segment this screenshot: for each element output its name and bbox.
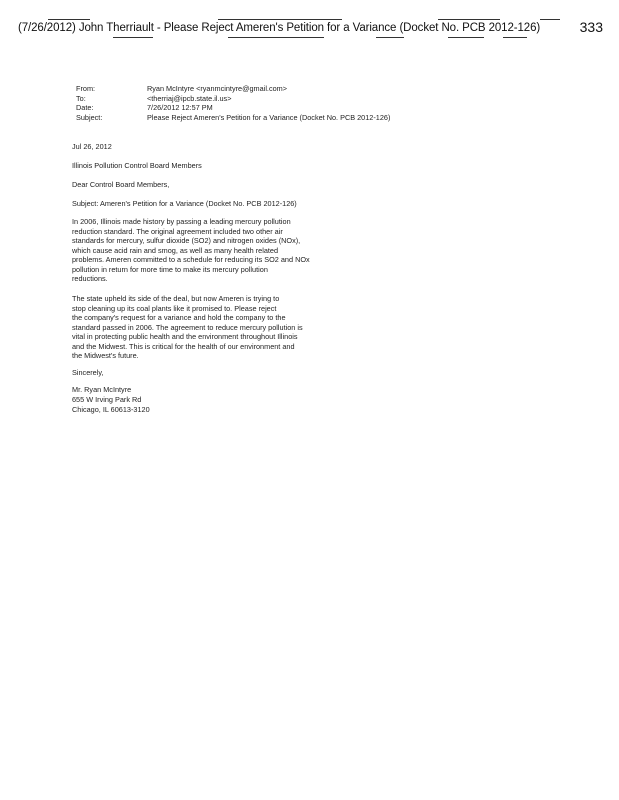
from-row	[76, 84, 390, 94]
paragraph-line: pollution in return for more time to make its mercury pollution	[72, 264, 268, 274]
header-rule	[228, 37, 324, 38]
letter-subject-line: Subject: Ameren's Petition for a Variance (Docket No. PCB 2012-126)	[72, 199, 297, 208]
header-rule	[48, 19, 90, 20]
email-metadata	[76, 84, 390, 122]
letter-recipient: Illinois Pollution Control Board Members	[72, 161, 202, 170]
page-header	[18, 19, 603, 42]
paragraph-line: which cause acid rain and smog, as well as many health related	[72, 245, 279, 255]
paragraph-one	[72, 217, 362, 284]
letter-salutation: Dear Control Board Members,	[72, 180, 170, 189]
paragraph-line: stop cleaning up its coal plants like it promised to. Please reject	[72, 303, 277, 313]
header-rule	[540, 19, 560, 20]
from-value: Ryan McIntyre <ryanmcintyre@gmail.com>	[147, 84, 288, 93]
paragraph-line: In 2006, Illinois made history by passing a leading mercury pollution	[72, 217, 291, 226]
paragraph-line: problems. Ameren committed to a schedule for reducing its SO2 and NOx	[72, 255, 310, 264]
paragraph-line: the Midwest's future.	[72, 351, 139, 360]
paragraph-line: The state upheld its side of the deal, but now Ameren is trying to	[72, 294, 280, 303]
to-row	[76, 94, 390, 104]
to-value: <therriaj@ipcb.state.il.us>	[147, 93, 232, 103]
paragraph-line: the company's request for a variance and hold the company to the	[72, 313, 286, 322]
page-number: 333	[579, 19, 603, 35]
signature-name: Mr. Ryan McIntyre	[72, 385, 132, 394]
paragraph-two	[72, 294, 362, 361]
header-rule	[503, 37, 527, 38]
date-row	[76, 103, 390, 113]
paragraph-line: vital in protecting public health and the environment throughout Illinois	[72, 332, 298, 341]
from-label: From:	[76, 84, 96, 93]
subject-label: Subject:	[76, 112, 103, 122]
paragraph-line: and the Midwest. This is critical for the health of our environment and	[72, 341, 295, 351]
paragraph-line: reduction standard. The original agreement included two other air	[72, 226, 283, 236]
signature-address: 655 W Irving Park Rd	[72, 395, 142, 404]
date-value: 7/26/2012 12:57 PM	[147, 103, 213, 113]
header-rule	[113, 37, 153, 38]
paragraph-line: standards for mercury, sulfur dioxide (SO2) and nitrogen oxides (NOx),	[72, 236, 301, 245]
letter-date: Jul 26, 2012	[72, 142, 112, 151]
paragraph-line: reductions.	[72, 274, 108, 283]
header-title: (7/26/2012) John Therriault - Please Reject Ameren's Petition for a Variance (Docket No. PCB 2012-126)	[18, 22, 541, 34]
date-label: Date:	[76, 103, 94, 113]
subject-row	[76, 113, 390, 123]
paragraph-line: standard passed in 2006. The agreement to reduce mercury pollution is	[72, 322, 303, 332]
header-rule	[376, 37, 404, 38]
to-label: To:	[76, 93, 86, 103]
signature-city: Chicago, IL 60613-3120	[72, 405, 150, 414]
header-rule	[438, 19, 500, 20]
header-rule	[218, 19, 342, 20]
subject-value: Please Reject Ameren's Petition for a Variance (Docket No. PCB 2012-126)	[147, 112, 391, 122]
closing: Sincerely,	[72, 368, 104, 377]
header-rule	[448, 37, 484, 38]
